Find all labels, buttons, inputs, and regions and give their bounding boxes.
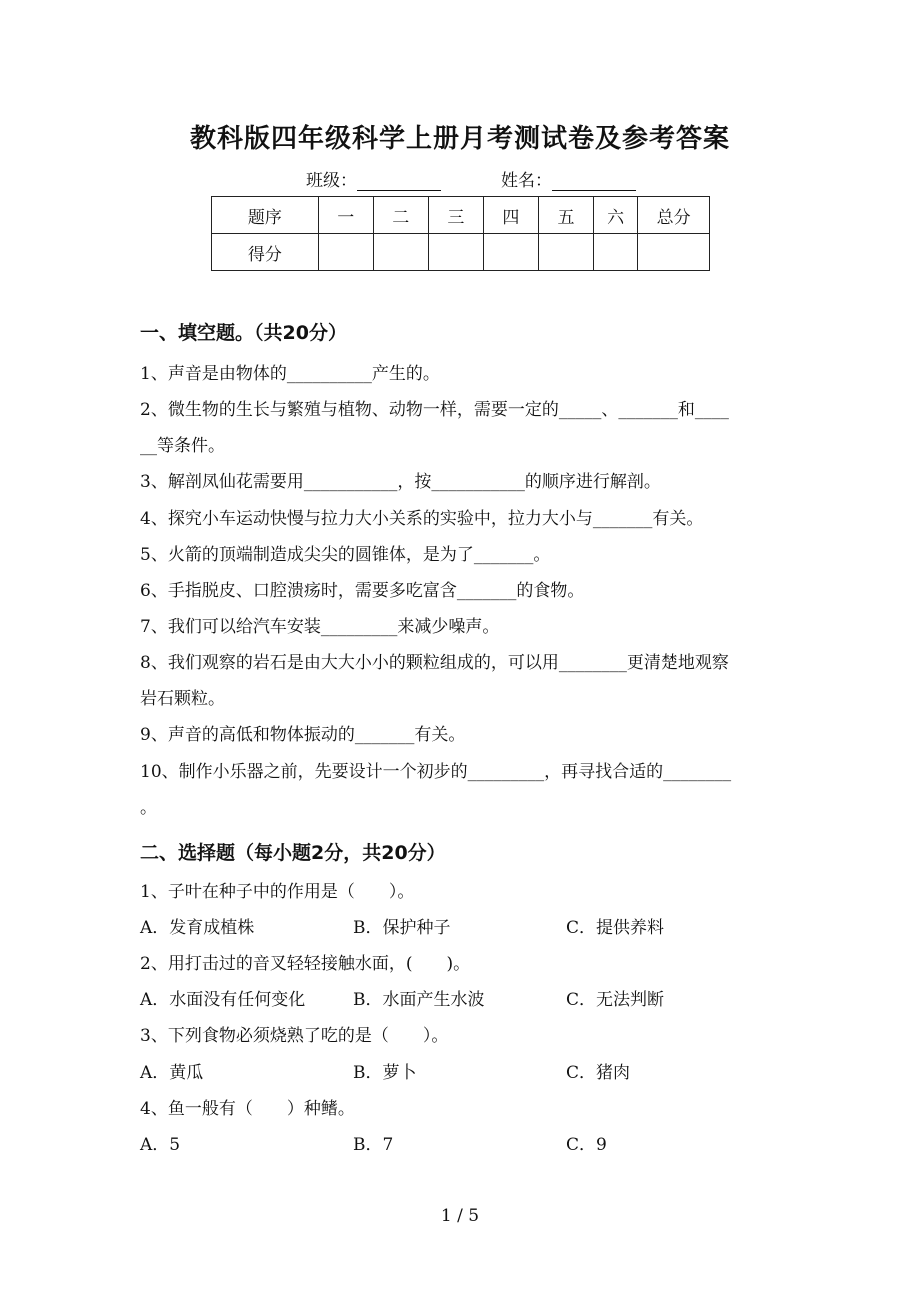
score-cell[interactable] — [593, 234, 637, 271]
score-header-cell: 二 — [373, 197, 428, 234]
choice-option[interactable]: B．萝卜 — [353, 1063, 417, 1083]
fill-question-line: 岩石颗粒。 — [140, 689, 225, 709]
choice-question-stem: 2、用打击过的音叉轻轻接触水面，( )。 — [140, 954, 471, 974]
choice-option[interactable]: A．黄瓜 — [140, 1063, 204, 1083]
choice-options-row — [140, 910, 785, 947]
fill-question-line: 5、火箭的顶端制造成尖尖的圆锥体，是为了_______。 — [140, 545, 551, 565]
fill-question-line: 10、制作小乐器之前，先要设计一个初步的_________，再寻找合适的________ — [140, 762, 732, 782]
class-field — [306, 166, 441, 191]
score-table — [211, 196, 710, 271]
name-blank[interactable] — [552, 172, 636, 191]
class-label: 班级： — [306, 171, 357, 191]
score-header-cell: 一 — [318, 197, 373, 234]
fill-question-line: 1、声音是由物体的__________产生的。 — [140, 364, 440, 384]
score-header-cell: 六 — [593, 197, 637, 234]
choice-question-stem: 1、子叶在种子中的作用是（ ）。 — [140, 882, 415, 902]
score-header-cell: 五 — [538, 197, 593, 234]
score-cell[interactable] — [638, 234, 710, 271]
score-row-label: 得分 — [212, 234, 319, 271]
section1-title: 一、填空题。（共20分） — [140, 322, 347, 344]
choice-option[interactable]: B．保护种子 — [353, 918, 451, 938]
name-label: 姓名： — [501, 171, 552, 191]
score-table-score-row — [212, 234, 710, 271]
score-cell[interactable] — [483, 234, 538, 271]
choice-option[interactable]: C．提供养料 — [566, 918, 665, 938]
fill-question-line: 9、声音的高低和物体振动的_______有关。 — [140, 725, 466, 745]
choice-option[interactable]: C．9 — [566, 1135, 607, 1155]
score-header-cell: 四 — [483, 197, 538, 234]
choice-option[interactable]: C．猪肉 — [566, 1063, 631, 1083]
score-cell[interactable] — [428, 234, 483, 271]
score-cell[interactable] — [318, 234, 373, 271]
choice-options-row — [140, 1127, 785, 1164]
choice-option[interactable]: A．5 — [140, 1135, 181, 1155]
fill-question-line: 4、探究小车运动快慢与拉力大小关系的实验中，拉力大小与_______有关。 — [140, 509, 704, 529]
choice-option[interactable]: C．无法判断 — [566, 990, 665, 1010]
page-number: 1 / 5 — [440, 1206, 480, 1226]
score-cell[interactable] — [538, 234, 593, 271]
page-title: 教科版四年级科学上册月考测试卷及参考答案 — [189, 124, 730, 154]
fill-question-line: 。 — [140, 798, 157, 818]
choice-options-row — [140, 982, 785, 1019]
section2-title: 二、选择题（每小题2分，共20分） — [140, 842, 446, 864]
choice-question-stem: 4、鱼一般有（ ）种鳍。 — [140, 1099, 355, 1119]
class-blank[interactable] — [357, 172, 441, 191]
fill-question-line: 7、我们可以给汽车安装_________来减少噪声。 — [140, 617, 500, 637]
fill-question-line: __等条件。 — [140, 436, 225, 456]
score-cell[interactable] — [373, 234, 428, 271]
choice-options-row — [140, 1055, 785, 1092]
fill-question-line: 2、微生物的生长与繁殖与植物、动物一样，需要一定的_____、_______和____ — [140, 400, 729, 420]
choice-option[interactable]: B．水面产生水波 — [353, 990, 485, 1010]
score-header-cell: 题序 — [212, 197, 319, 234]
choice-option[interactable]: A．水面没有任何变化 — [140, 990, 306, 1010]
fill-question-line: 6、手指脱皮、口腔溃疡时，需要多吃富含_______的食物。 — [140, 581, 585, 601]
score-table-header-row — [212, 197, 710, 234]
score-header-cell: 总分 — [638, 197, 710, 234]
score-header-cell: 三 — [428, 197, 483, 234]
fill-question-line: 3、解剖凤仙花需要用___________，按___________的顺序进行解剖。 — [140, 472, 661, 492]
choice-option[interactable]: A．发育成植株 — [140, 918, 255, 938]
fill-question-line: 8、我们观察的岩石是由大大小小的颗粒组成的，可以用________更清楚地观察 — [140, 653, 729, 673]
name-field — [501, 166, 636, 191]
choice-option[interactable]: B．7 — [353, 1135, 394, 1155]
choice-question-stem: 3、下列食物必须烧熟了吃的是（ ）。 — [140, 1026, 449, 1046]
